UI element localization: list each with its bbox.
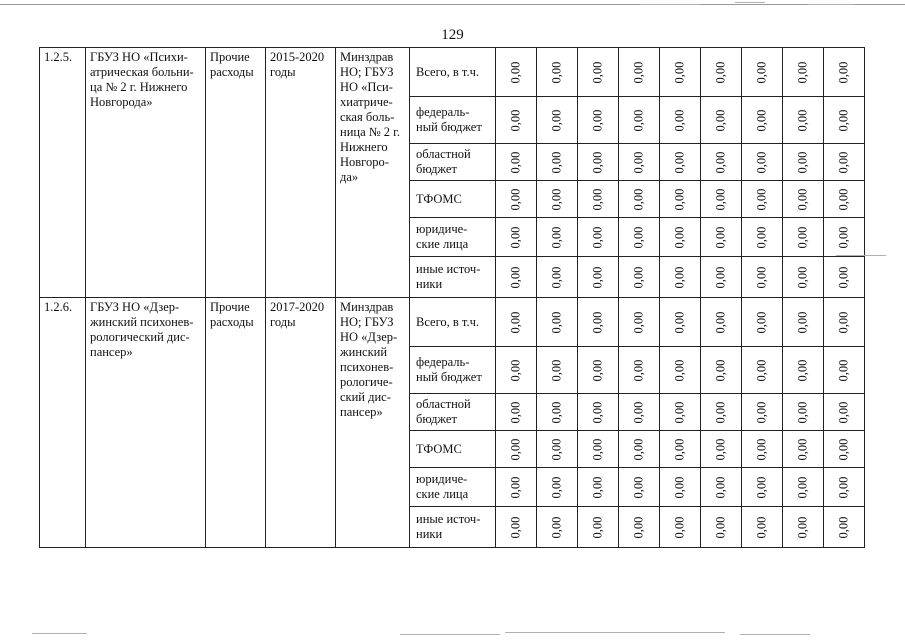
- value-cell: [824, 218, 865, 257]
- value-text: 0,00: [590, 359, 605, 381]
- value-text: 0,00: [590, 151, 605, 173]
- value-text: 0,00: [836, 151, 851, 173]
- value-text: 0,00: [590, 226, 605, 248]
- value-cell: [496, 97, 537, 144]
- value-text: 0,00: [508, 438, 523, 460]
- value-cell: [619, 257, 660, 298]
- value-text: 0,00: [754, 266, 769, 288]
- value-text: 0,00: [590, 61, 605, 83]
- value-text: 0,00: [631, 61, 646, 83]
- value-cell: [742, 507, 783, 548]
- value-cell: [660, 257, 701, 298]
- value-text: 0,00: [795, 438, 810, 460]
- value-cell: [496, 468, 537, 507]
- value-cell: [496, 144, 537, 181]
- value-text: 0,00: [590, 109, 605, 131]
- value-cell: [783, 97, 824, 144]
- item-code: 1.2.6.: [40, 298, 86, 548]
- value-text: 0,00: [549, 61, 564, 83]
- value-cell: [660, 97, 701, 144]
- value-cell: [783, 48, 824, 97]
- value-cell: [578, 218, 619, 257]
- value-cell: [578, 507, 619, 548]
- value-cell: [742, 347, 783, 394]
- value-cell: [701, 507, 742, 548]
- funding-source: иные источ-ники: [410, 257, 496, 298]
- value-text: 0,00: [508, 226, 523, 248]
- funding-source: областной бюджет: [410, 144, 496, 181]
- value-text: 0,00: [631, 359, 646, 381]
- value-cell: [537, 144, 578, 181]
- value-cell: [660, 468, 701, 507]
- value-cell: [537, 218, 578, 257]
- value-cell: [742, 394, 783, 431]
- value-text: 0,00: [836, 359, 851, 381]
- value-cell: [824, 48, 865, 97]
- value-cell: [824, 468, 865, 507]
- value-text: 0,00: [795, 476, 810, 498]
- funding-source: юридиче-ские лица: [410, 218, 496, 257]
- value-text: 0,00: [795, 151, 810, 173]
- value-cell: [824, 257, 865, 298]
- value-cell: [537, 507, 578, 548]
- value-cell: [701, 468, 742, 507]
- value-text: 0,00: [754, 476, 769, 498]
- scan-mark: [505, 632, 725, 633]
- table-row: [40, 298, 865, 347]
- value-cell: [824, 181, 865, 218]
- expense-type: Прочие расходы: [206, 48, 266, 298]
- value-text: 0,00: [631, 151, 646, 173]
- value-text: 0,00: [836, 311, 851, 333]
- scan-mark: [400, 634, 500, 635]
- value-cell: [701, 181, 742, 218]
- value-text: 0,00: [795, 188, 810, 210]
- value-text: 0,00: [754, 151, 769, 173]
- value-text: 0,00: [508, 311, 523, 333]
- value-text: 0,00: [508, 516, 523, 538]
- value-text: 0,00: [672, 109, 687, 131]
- funding-source: иные источ-ники: [410, 507, 496, 548]
- value-text: 0,00: [795, 61, 810, 83]
- value-cell: [537, 431, 578, 468]
- value-text: 0,00: [672, 438, 687, 460]
- value-text: 0,00: [795, 266, 810, 288]
- value-text: 0,00: [590, 476, 605, 498]
- value-cell: [537, 97, 578, 144]
- value-cell: [496, 298, 537, 347]
- value-cell: [783, 144, 824, 181]
- page-number: 129: [441, 27, 464, 43]
- value-text: 0,00: [713, 109, 728, 131]
- value-cell: [701, 218, 742, 257]
- value-text: 0,00: [590, 438, 605, 460]
- value-text: 0,00: [549, 476, 564, 498]
- value-cell: [660, 218, 701, 257]
- item-executor: Минздрав НО; ГБУЗ НО «Дзер-жинский психонев-рологиче-ский дис-пансер»: [336, 298, 410, 548]
- value-text: 0,00: [631, 401, 646, 423]
- value-cell: [824, 507, 865, 548]
- value-cell: [701, 394, 742, 431]
- value-text: 0,00: [590, 401, 605, 423]
- value-cell: [701, 97, 742, 144]
- table-body: [40, 48, 865, 548]
- value-cell: [578, 394, 619, 431]
- value-text: 0,00: [631, 438, 646, 460]
- value-cell: [783, 181, 824, 218]
- value-cell: [824, 394, 865, 431]
- value-cell: [660, 144, 701, 181]
- value-text: 0,00: [836, 109, 851, 131]
- value-text: 0,00: [672, 151, 687, 173]
- value-text: 0,00: [508, 476, 523, 498]
- value-text: 0,00: [713, 516, 728, 538]
- item-period: 2017-2020 годы: [266, 298, 336, 548]
- value-cell: [619, 298, 660, 347]
- value-cell: [742, 144, 783, 181]
- value-cell: [619, 394, 660, 431]
- value-text: 0,00: [754, 61, 769, 83]
- value-cell: [742, 431, 783, 468]
- value-cell: [701, 48, 742, 97]
- value-cell: [496, 431, 537, 468]
- value-text: 0,00: [795, 109, 810, 131]
- value-text: 0,00: [672, 401, 687, 423]
- value-text: 0,00: [672, 476, 687, 498]
- value-cell: [537, 257, 578, 298]
- value-text: 0,00: [672, 226, 687, 248]
- value-text: 0,00: [836, 226, 851, 248]
- value-cell: [660, 181, 701, 218]
- value-text: 0,00: [672, 188, 687, 210]
- value-text: 0,00: [836, 61, 851, 83]
- value-cell: [537, 298, 578, 347]
- value-cell: [496, 257, 537, 298]
- value-cell: [578, 468, 619, 507]
- value-text: 0,00: [754, 188, 769, 210]
- value-text: 0,00: [795, 311, 810, 333]
- value-text: 0,00: [754, 401, 769, 423]
- value-text: 0,00: [631, 476, 646, 498]
- funding-source: федераль-ный бюджет: [410, 347, 496, 394]
- value-cell: [619, 218, 660, 257]
- value-cell: [496, 218, 537, 257]
- value-cell: [537, 347, 578, 394]
- value-cell: [742, 97, 783, 144]
- value-text: 0,00: [795, 226, 810, 248]
- value-text: 0,00: [631, 188, 646, 210]
- value-text: 0,00: [508, 266, 523, 288]
- value-cell: [496, 347, 537, 394]
- value-cell: [496, 48, 537, 97]
- value-text: 0,00: [754, 226, 769, 248]
- value-text: 0,00: [795, 516, 810, 538]
- value-cell: [537, 468, 578, 507]
- value-text: 0,00: [549, 188, 564, 210]
- value-cell: [783, 347, 824, 394]
- value-cell: [619, 507, 660, 548]
- value-cell: [701, 144, 742, 181]
- value-cell: [578, 347, 619, 394]
- value-cell: [742, 181, 783, 218]
- program-table: [39, 47, 865, 548]
- value-text: 0,00: [631, 226, 646, 248]
- value-cell: [619, 468, 660, 507]
- value-cell: [701, 257, 742, 298]
- value-cell: [619, 181, 660, 218]
- value-cell: [783, 257, 824, 298]
- value-cell: [783, 468, 824, 507]
- value-text: 0,00: [590, 311, 605, 333]
- value-cell: [701, 298, 742, 347]
- value-text: 0,00: [713, 311, 728, 333]
- value-cell: [537, 181, 578, 218]
- value-text: 0,00: [590, 516, 605, 538]
- value-cell: [783, 431, 824, 468]
- value-text: 0,00: [713, 401, 728, 423]
- value-text: 0,00: [713, 188, 728, 210]
- value-text: 0,00: [549, 359, 564, 381]
- value-text: 0,00: [795, 401, 810, 423]
- value-cell: [660, 431, 701, 468]
- scan-mark: [836, 255, 886, 256]
- scan-mark: [32, 633, 87, 634]
- value-text: 0,00: [549, 311, 564, 333]
- value-text: 0,00: [836, 188, 851, 210]
- funding-source: юридиче-ские лица: [410, 468, 496, 507]
- value-text: 0,00: [508, 151, 523, 173]
- value-cell: [619, 347, 660, 394]
- value-text: 0,00: [590, 188, 605, 210]
- scan-mark: [808, 4, 853, 5]
- value-text: 0,00: [713, 61, 728, 83]
- value-cell: [701, 347, 742, 394]
- value-cell: [619, 431, 660, 468]
- funding-source: ТФОМС: [410, 431, 496, 468]
- value-text: 0,00: [836, 476, 851, 498]
- value-text: 0,00: [508, 188, 523, 210]
- value-cell: [783, 218, 824, 257]
- value-text: 0,00: [549, 516, 564, 538]
- scan-mark: [735, 2, 765, 3]
- value-cell: [660, 347, 701, 394]
- value-text: 0,00: [549, 109, 564, 131]
- value-text: 0,00: [508, 401, 523, 423]
- value-text: 0,00: [795, 359, 810, 381]
- value-text: 0,00: [508, 109, 523, 131]
- value-text: 0,00: [672, 266, 687, 288]
- value-text: 0,00: [672, 61, 687, 83]
- value-cell: [578, 48, 619, 97]
- value-cell: [783, 507, 824, 548]
- value-text: 0,00: [713, 438, 728, 460]
- scan-mark: [640, 4, 700, 5]
- value-cell: [619, 48, 660, 97]
- value-cell: [660, 507, 701, 548]
- expense-type: Прочие расходы: [206, 298, 266, 548]
- value-cell: [824, 431, 865, 468]
- value-cell: [742, 298, 783, 347]
- value-cell: [824, 97, 865, 144]
- value-text: 0,00: [754, 516, 769, 538]
- scan-mark: [740, 634, 810, 635]
- value-cell: [578, 431, 619, 468]
- item-executor: Минздрав НО; ГБУЗ НО «Пси-хиатриче-ская боль-ница № 2 г. Нижнего Новгоро-да»: [336, 48, 410, 298]
- value-cell: [660, 394, 701, 431]
- value-cell: [660, 298, 701, 347]
- value-text: 0,00: [508, 61, 523, 83]
- value-text: 0,00: [754, 311, 769, 333]
- funding-source: областной бюджет: [410, 394, 496, 431]
- value-text: 0,00: [549, 438, 564, 460]
- value-cell: [619, 144, 660, 181]
- value-cell: [824, 298, 865, 347]
- value-text: 0,00: [672, 516, 687, 538]
- funding-source: ТФОМС: [410, 181, 496, 218]
- value-text: 0,00: [549, 151, 564, 173]
- value-text: 0,00: [549, 401, 564, 423]
- value-cell: [578, 298, 619, 347]
- value-text: 0,00: [631, 516, 646, 538]
- value-cell: [783, 298, 824, 347]
- value-cell: [742, 468, 783, 507]
- value-text: 0,00: [836, 266, 851, 288]
- value-text: 0,00: [836, 516, 851, 538]
- value-text: 0,00: [836, 438, 851, 460]
- value-text: 0,00: [713, 476, 728, 498]
- item-name: ГБУЗ НО «Психи-атрическая больни-ца № 2 г. Нижнего Новгорода»: [86, 48, 206, 298]
- value-text: 0,00: [836, 401, 851, 423]
- value-text: 0,00: [549, 266, 564, 288]
- value-text: 0,00: [631, 311, 646, 333]
- value-cell: [619, 97, 660, 144]
- value-cell: [824, 144, 865, 181]
- value-cell: [537, 394, 578, 431]
- value-cell: [660, 48, 701, 97]
- item-name: ГБУЗ НО «Дзер-жинский психонев-рологический дис-пансер»: [86, 298, 206, 548]
- value-text: 0,00: [754, 109, 769, 131]
- value-text: 0,00: [590, 266, 605, 288]
- value-text: 0,00: [672, 359, 687, 381]
- value-text: 0,00: [754, 438, 769, 460]
- scan-top-rule: [0, 4, 905, 5]
- value-cell: [742, 257, 783, 298]
- value-text: 0,00: [631, 109, 646, 131]
- value-cell: [578, 257, 619, 298]
- value-text: 0,00: [754, 359, 769, 381]
- value-cell: [742, 48, 783, 97]
- value-cell: [578, 144, 619, 181]
- value-cell: [537, 48, 578, 97]
- funding-source: Всего, в т.ч.: [410, 298, 496, 347]
- funding-source: федераль-ный бюджет: [410, 97, 496, 144]
- value-cell: [578, 97, 619, 144]
- value-text: 0,00: [631, 266, 646, 288]
- value-cell: [701, 431, 742, 468]
- value-text: 0,00: [713, 359, 728, 381]
- item-period: 2015-2020 годы: [266, 48, 336, 298]
- value-cell: [496, 507, 537, 548]
- value-text: 0,00: [508, 359, 523, 381]
- value-text: 0,00: [713, 151, 728, 173]
- item-code: 1.2.5.: [40, 48, 86, 298]
- value-cell: [496, 181, 537, 218]
- value-text: 0,00: [713, 226, 728, 248]
- value-cell: [742, 218, 783, 257]
- value-text: 0,00: [549, 226, 564, 248]
- table-row: [40, 48, 865, 97]
- value-cell: [496, 394, 537, 431]
- funding-source: Всего, в т.ч.: [410, 48, 496, 97]
- value-cell: [578, 181, 619, 218]
- value-cell: [783, 394, 824, 431]
- value-cell: [824, 347, 865, 394]
- value-text: 0,00: [713, 266, 728, 288]
- value-text: 0,00: [672, 311, 687, 333]
